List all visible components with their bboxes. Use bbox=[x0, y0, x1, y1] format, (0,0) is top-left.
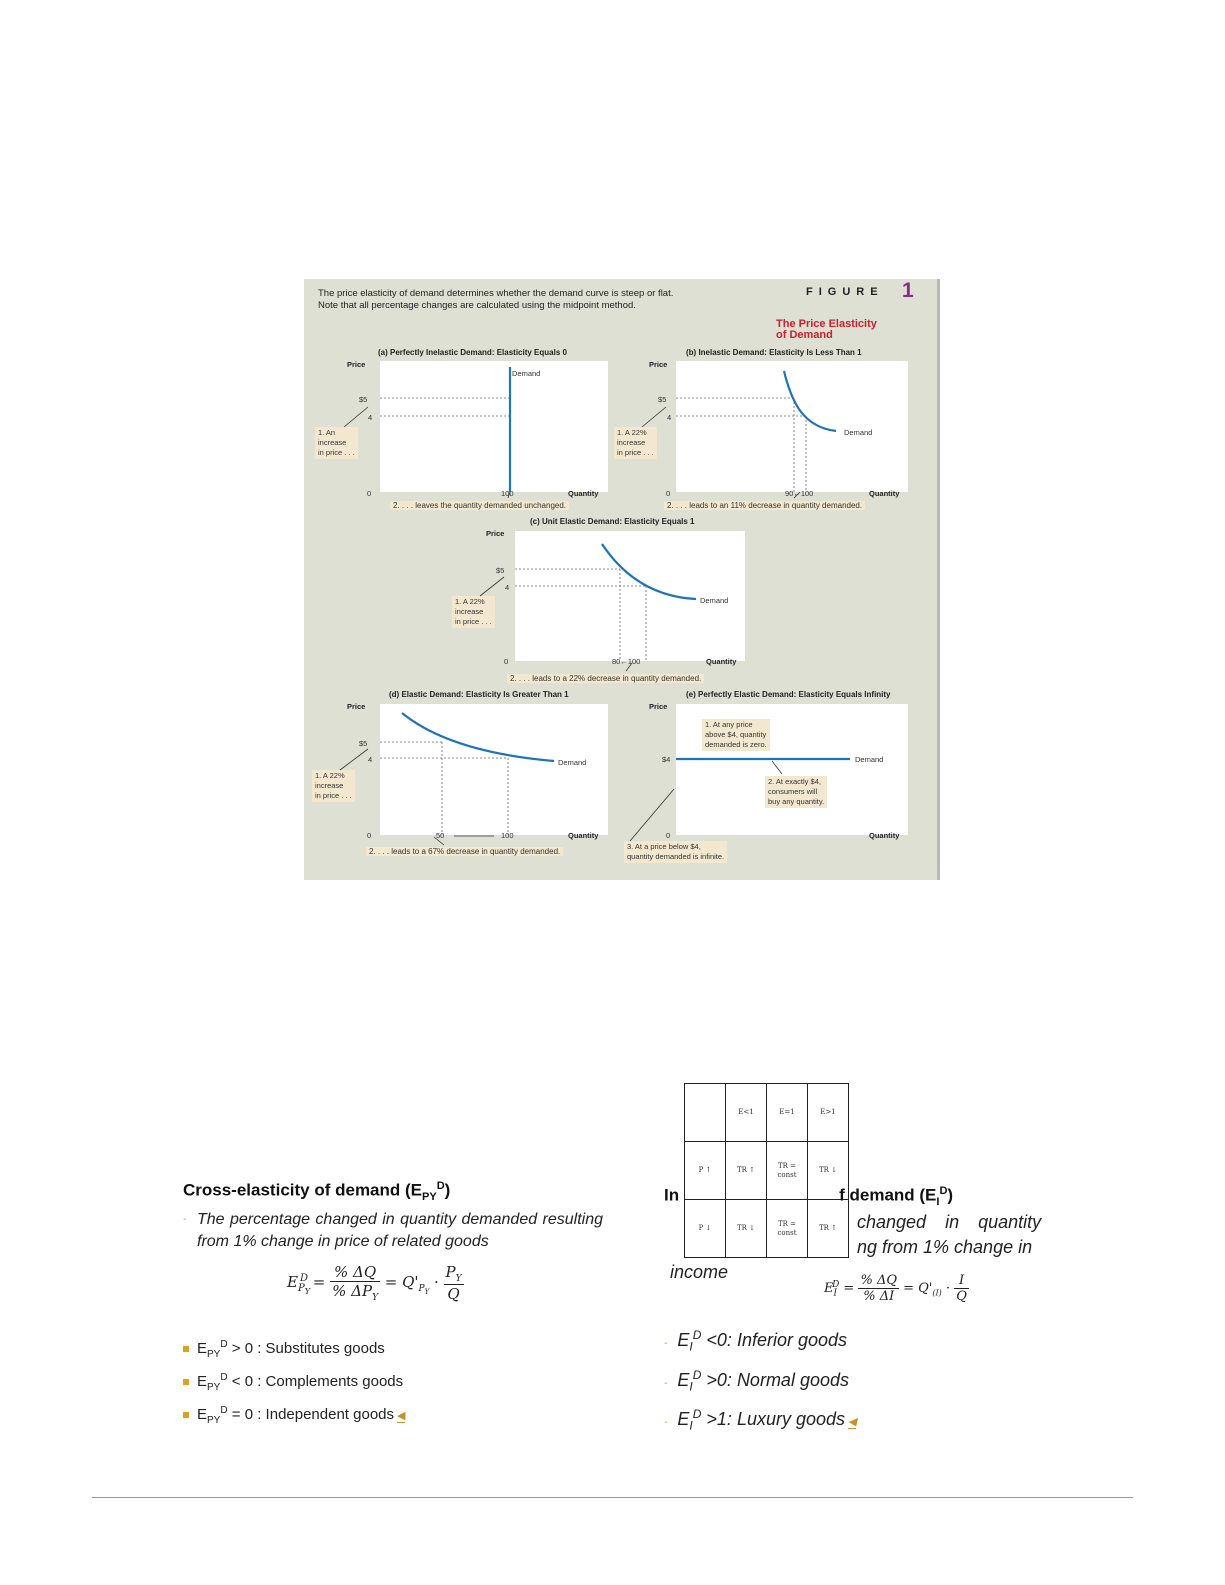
income-elasticity-desc: changed in quantity ng from 1% change in income bbox=[670, 1212, 1042, 1283]
income-elasticity-section bbox=[664, 1185, 1084, 1440]
panel-d-callout: 1. A 22% increase in price . . . bbox=[312, 770, 355, 802]
table-cell: E>1 bbox=[808, 1084, 849, 1142]
panel-a-callout: 1. An increase in price . . . bbox=[315, 427, 358, 459]
panel-e-p: $4 bbox=[662, 755, 671, 764]
table-cell: TR ↑ bbox=[808, 1200, 849, 1258]
panel-c-p-high: $5 bbox=[496, 566, 505, 575]
panel-d-price-label: Price bbox=[347, 702, 366, 711]
panel-d-q2: 100 bbox=[501, 831, 514, 840]
table-cell: P ↓ bbox=[685, 1200, 726, 1258]
list-item: $E_{PY}^D > 0$ : Substitutes goods bbox=[183, 1333, 603, 1366]
panel-b-p-high: $5 bbox=[658, 395, 667, 404]
panel-c-demand-label: Demand bbox=[700, 596, 729, 605]
panel-b-note: 2. . . . leads to an 11% decrease in quantity demanded. bbox=[664, 501, 865, 510]
list-item: $E_{PY}^D < 0$ : Complements goods bbox=[183, 1366, 603, 1399]
back-arrow-icon[interactable]: ◀ bbox=[397, 1410, 406, 1423]
table-row bbox=[685, 1084, 849, 1142]
table-cell: E=1 bbox=[767, 1084, 808, 1142]
panel-b-zero: 0 bbox=[666, 489, 671, 498]
panel-b-p-low: 4 bbox=[667, 413, 672, 422]
panel-c-quantity-label: Quantity bbox=[706, 657, 737, 666]
panel-d-p-low: 4 bbox=[368, 755, 373, 764]
income-elasticity-formula: $E_I^D$ = $\frac{\% \Delta Q}{\% \Delta I}$ = $Q'_{(I)}$ · $\frac{I}{Q}$ bbox=[824, 1273, 967, 1304]
cross-elasticity-formula: $E_{P_Y}^D$ = $\frac{\% \Delta Q}{\% \Delta P_Y}$ = $Q'_{P_Y}$ · $\frac{P_Y}{Q}$ bbox=[287, 1263, 462, 1304]
table-cell: TR = const bbox=[767, 1142, 808, 1200]
table-cell: TR ↑ bbox=[726, 1142, 767, 1200]
panel-a-p-high: $5 bbox=[359, 395, 368, 404]
panel-d-p-high: $5 bbox=[359, 739, 368, 748]
elasticity-figure bbox=[304, 279, 940, 880]
panel-c-price-label: Price bbox=[486, 529, 505, 538]
table-cell: TR = const bbox=[767, 1200, 808, 1258]
panel-a-note: 2. . . . leaves the quantity demanded unchanged. bbox=[390, 501, 569, 510]
panel-c-note: 2. . . . leads to a 22% decrease in quantity demanded. bbox=[507, 674, 704, 683]
panel-d-title: (d) Elastic Demand: Elasticity Is Greater Than 1 bbox=[389, 690, 569, 699]
panel-a-zero: 0 bbox=[367, 489, 372, 498]
panel-e-price-label: Price bbox=[649, 702, 668, 711]
table-cell: P ↑ bbox=[685, 1142, 726, 1200]
panel-b-callout: 1. A 22% increase in price . . . bbox=[614, 427, 657, 459]
panel-d-zero: 0 bbox=[367, 831, 372, 840]
table-cell: TR ↓ bbox=[726, 1200, 767, 1258]
cross-elasticity-heading: Cross-elasticity of demand $(E_{PY}^D)$ bbox=[183, 1180, 451, 1204]
panel-c-q: 80←100 bbox=[612, 657, 641, 666]
panel-b-quantity-label: Quantity bbox=[869, 489, 900, 498]
list-item: - $E_I^D >0$: Normal goods bbox=[664, 1367, 849, 1394]
figure-intro: The price elasticity of demand determines whether the demand curve is steep or flat. Note that all percentage changes are calculated using the midpoint method. bbox=[318, 288, 674, 311]
figure-label: FIGURE bbox=[806, 286, 884, 298]
panel-a-q: 100 bbox=[501, 489, 514, 498]
panel-e-title: (e) Perfectly Elastic Demand: Elasticity Equals Infinity bbox=[686, 690, 891, 699]
panel-e-zero: 0 bbox=[666, 831, 671, 840]
panel-a-title: (a) Perfectly Inelastic Demand: Elasticity Equals 0 bbox=[378, 348, 567, 357]
table-cell: TR ↓ bbox=[808, 1142, 849, 1200]
income-elasticity-heading: In f demand $(E_I^D)$ bbox=[664, 1185, 954, 1209]
panel-b-demand-label: Demand bbox=[844, 428, 873, 437]
panel-a-price-label: Price bbox=[347, 360, 366, 369]
panel-c-callout: 1. A 22% increase in price . . . bbox=[452, 596, 495, 628]
list-item: - $E_I^D <0$: Inferior goods bbox=[664, 1328, 848, 1354]
figure-number: 1 bbox=[902, 279, 914, 302]
panel-a-demand-label: Demand bbox=[512, 369, 541, 378]
list-item: $E_{PY}^D = 0$ : Independent goods ◀ bbox=[183, 1399, 603, 1432]
footer-divider bbox=[92, 1497, 1133, 1498]
panel-a-quantity-label: Quantity bbox=[568, 489, 599, 498]
back-arrow-icon[interactable]: ◀ bbox=[848, 1416, 857, 1429]
table-cell bbox=[685, 1084, 726, 1142]
list-item: - $E_I^D >1$: Luxury goods ◀ bbox=[664, 1407, 857, 1433]
panel-b-price-label: Price bbox=[649, 360, 668, 369]
panel-d-demand-label: Demand bbox=[558, 758, 587, 767]
panel-d-quantity-label: Quantity bbox=[568, 831, 599, 840]
panel-c-title: (c) Unit Elastic Demand: Elasticity Equals 1 bbox=[530, 517, 695, 526]
panel-c-demand-curve bbox=[602, 544, 696, 599]
cross-elasticity-desc: - The percentage changed in quantity demanded resulting from 1% change in price of related goods bbox=[183, 1211, 603, 1251]
panel-d-demand-curve bbox=[402, 713, 554, 761]
panel-e-demand-label: Demand bbox=[855, 755, 884, 764]
cross-elasticity-section bbox=[183, 1180, 603, 1432]
figure-lines bbox=[304, 279, 940, 880]
figure-title: The Price Elasticity of Demand bbox=[776, 318, 877, 341]
panel-b-q: 90←100 bbox=[785, 489, 814, 498]
panel-e-callout-exact: 2. At exactly $4, consumers will buy any quantity. bbox=[765, 776, 827, 808]
panel-c-p-low: 4 bbox=[505, 583, 510, 592]
table-cell: E<1 bbox=[726, 1084, 767, 1142]
panel-a-p-low: 4 bbox=[368, 413, 373, 422]
panel-e-quantity-label: Quantity bbox=[869, 831, 900, 840]
panel-e-callout-below: 3. At a price below $4, quantity demanded is infinite. bbox=[624, 841, 727, 863]
panel-b-title: (b) Inelastic Demand: Elasticity Is Less Than 1 bbox=[686, 348, 862, 357]
panel-e-callout-above: 1. At any price above $4, quantity demanded is zero. bbox=[702, 719, 770, 751]
panel-b-demand-curve bbox=[784, 371, 836, 431]
panel-c-zero: 0 bbox=[504, 657, 509, 666]
panel-d-note: 2. . . . leads to a 67% decrease in quantity demanded. bbox=[366, 847, 563, 856]
panel-d-q1: 50 bbox=[436, 831, 445, 840]
